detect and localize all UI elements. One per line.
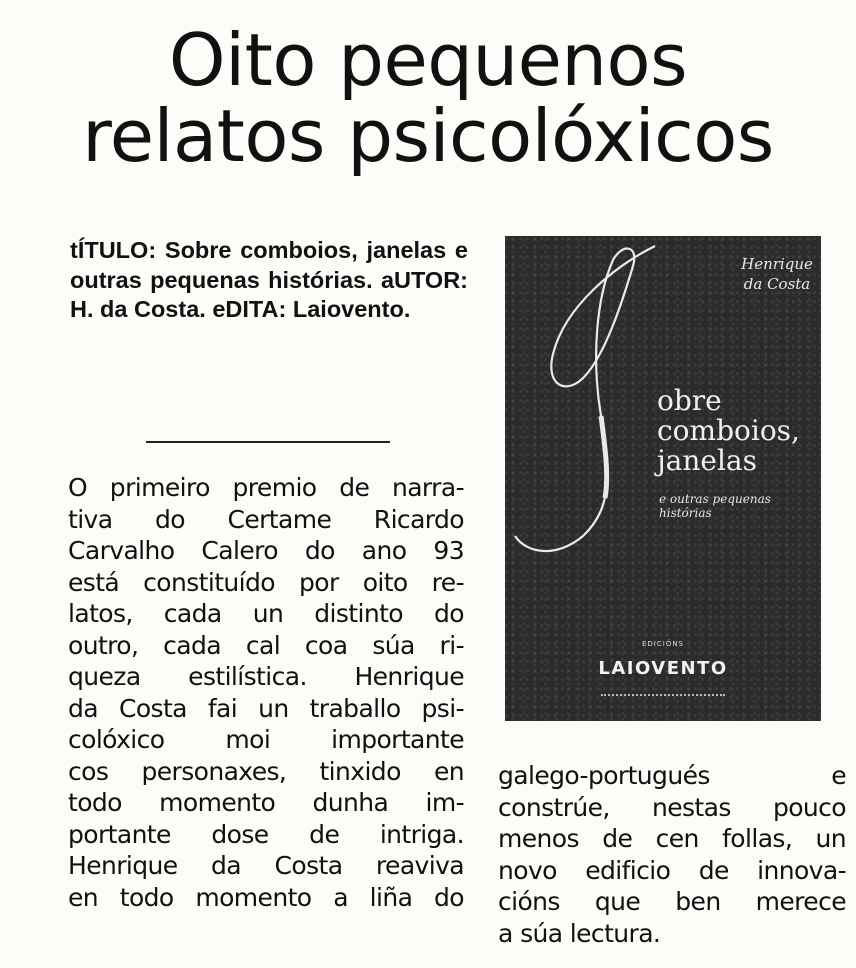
publisher-value: Laiovento. [292, 296, 411, 322]
cover-publisher: LAIOVENTO [598, 658, 728, 679]
body-line: menos de cen follas, un [498, 824, 846, 853]
cover-collection: EDICIÓNS [641, 640, 685, 648]
body-line: galego-portugués e [498, 761, 846, 790]
body-line: portante dose de intriga. [68, 819, 464, 849]
author-value: H. da Costa. [70, 296, 206, 322]
body-line: cos personaxes, tinxido en [68, 756, 464, 786]
cover-title-line-3: janelas [657, 444, 757, 477]
body-line: todo momento dunha im- [68, 788, 464, 817]
body-line: queza estilística. Henrique [68, 662, 464, 691]
body-line: da Costa fai un traballo psi- [68, 693, 464, 723]
headline-line-2: relatos psicolóxicos [82, 94, 774, 178]
body-line: colóxico moi importante [68, 725, 464, 754]
cover-publisher-rule [601, 694, 725, 696]
cover-title-line-1: obre [657, 384, 722, 417]
body-line: O primeiro premio de narra- [68, 473, 464, 502]
body-line: a súa lectura. [498, 918, 661, 948]
body-line: novo edificio de innova- [498, 855, 846, 885]
book-credits [70, 236, 468, 325]
article-body-left-column [68, 472, 464, 913]
cover-author-line-2: da Costa [743, 275, 811, 293]
author-label: aUTOR: [380, 266, 468, 293]
book-cover-image [505, 236, 821, 721]
body-line: en todo momento a liña do [68, 882, 464, 912]
body-line: está constituído por oito re- [68, 567, 464, 597]
cover-author [737, 254, 817, 294]
cover-title-line-2: comboios, [657, 414, 800, 447]
letter-s-flourish-icon [505, 236, 821, 721]
body-line: latos, cada un distinto do [68, 599, 464, 628]
separator-rule [146, 441, 390, 443]
publisher-label: eDITA: [212, 296, 287, 322]
body-line: cións que ben merece [498, 887, 846, 916]
body-line: Carvalho Calero do ano 93 [68, 536, 464, 565]
article-body-right-column [498, 760, 846, 949]
body-line: constrúe, nestas pouco [498, 792, 846, 822]
body-line: tiva do Certame Ricardo [68, 504, 464, 534]
title-label: tÍTULO: [70, 237, 157, 263]
body-line: outro, cada cal coa súa ri- [68, 630, 464, 660]
cover-subtitle: e outras pequenas histórias [659, 492, 771, 520]
cover-author-line-1: Henrique [741, 255, 813, 273]
headline-line-1: Oito pequenos [168, 18, 688, 102]
cover-title [657, 386, 800, 476]
headline [0, 18, 856, 178]
body-line: Henrique da Costa reaviva [68, 851, 464, 880]
title-value: Sobre comboios, janelas e outras pequenas histórias. [70, 237, 468, 293]
